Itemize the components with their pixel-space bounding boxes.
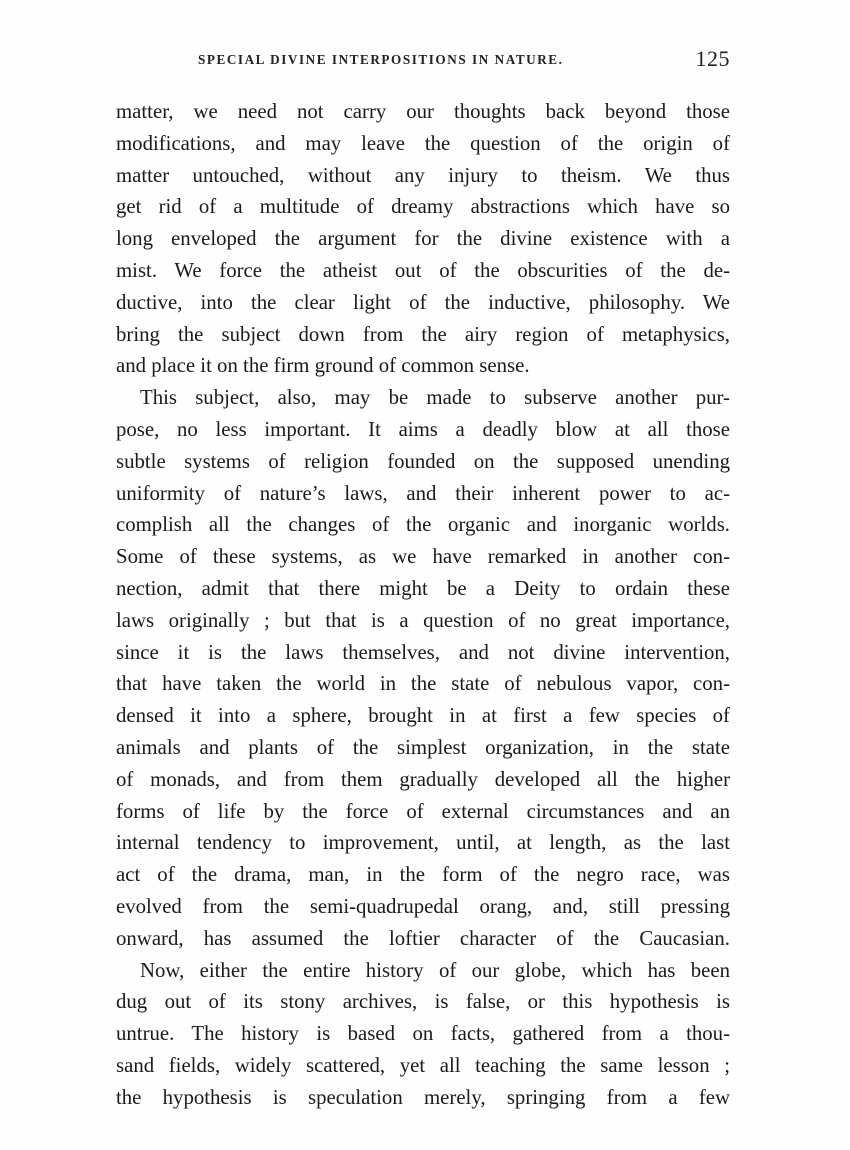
paragraph-1 <box>116 96 730 382</box>
text-line: get rid of a multitude of dreamy abstractions which have so <box>116 195 730 219</box>
text-line: mist. We force the atheist out of the obscurities of the de- <box>116 258 730 282</box>
text-line: matter untouched, without any injury to theism. We thus <box>116 163 730 187</box>
running-header <box>198 46 730 76</box>
text-line: untrue. The history is based on facts, gathered from a thou- <box>116 1022 730 1046</box>
text-line: uniformity of nature’s laws, and their inherent power to ac- <box>116 481 730 505</box>
text-line: onward, has assumed the loftier character of the Caucasian. <box>116 926 730 950</box>
text-line: animals and plants of the simplest organization, in the state <box>116 735 730 759</box>
text-line: modifications, and may leave the question of the origin of <box>116 131 730 155</box>
text-line: long enveloped the argument for the divine existence with a <box>116 227 730 251</box>
text-line: subtle systems of religion founded on the supposed unending <box>116 449 730 473</box>
text-line: dug out of its stony archives, is false, or this hypothesis is <box>116 990 730 1014</box>
text-line: that have taken the world in the state of nebulous vapor, con- <box>116 672 730 696</box>
text-line: nection, admit that there might be a Deity to ordain these <box>116 576 730 600</box>
text-line: the hypothesis is speculation merely, springing from a few <box>116 1085 730 1109</box>
text-line: This subject, also, may be made to subserve another pur- <box>140 386 730 410</box>
text-line: act of the drama, man, in the form of the negro race, was <box>116 863 730 887</box>
paragraph-3 <box>116 955 730 1114</box>
text-line: pose, no less important. It aims a deadly blow at all those <box>116 417 730 441</box>
text-line: sand fields, widely scattered, yet all teaching the same lesson ; <box>116 1053 730 1077</box>
text-line: Now, either the entire history of our globe, which has been <box>140 958 730 982</box>
paragraph-2 <box>116 382 730 954</box>
text-line: complish all the changes of the organic and inorganic worlds. <box>116 513 730 537</box>
text-line: densed it into a sphere, brought in at first a few species of <box>116 704 730 728</box>
text-line: laws originally ; but that is a question of no great importance, <box>116 608 730 632</box>
text-line: forms of life by the force of external circumstances and an <box>116 799 730 823</box>
text-line: matter, we need not carry our thoughts back beyond those <box>116 100 730 123</box>
text-line: evolved from the semi-quadrupedal orang, and, still pressing <box>116 894 730 918</box>
page-number: 125 <box>695 46 730 71</box>
text-line: Some of these systems, as we have remarked in another con- <box>116 545 730 569</box>
text-line: bring the subject down from the airy region of metaphysics, <box>116 322 730 346</box>
text-line: of monads, and from them gradually developed all the higher <box>116 767 730 791</box>
running-title: SPECIAL DIVINE INTERPOSITIONS IN NATURE. <box>198 52 564 67</box>
text-line: and place it on the firm ground of common sense. <box>116 354 530 378</box>
text-line: internal tendency to improvement, until, at length, as the last <box>116 831 730 855</box>
text-line: ductive, into the clear light of the inductive, philosophy. We <box>116 290 730 314</box>
text-line: since it is the laws themselves, and not divine intervention, <box>116 640 730 664</box>
body-text <box>116 96 730 1114</box>
